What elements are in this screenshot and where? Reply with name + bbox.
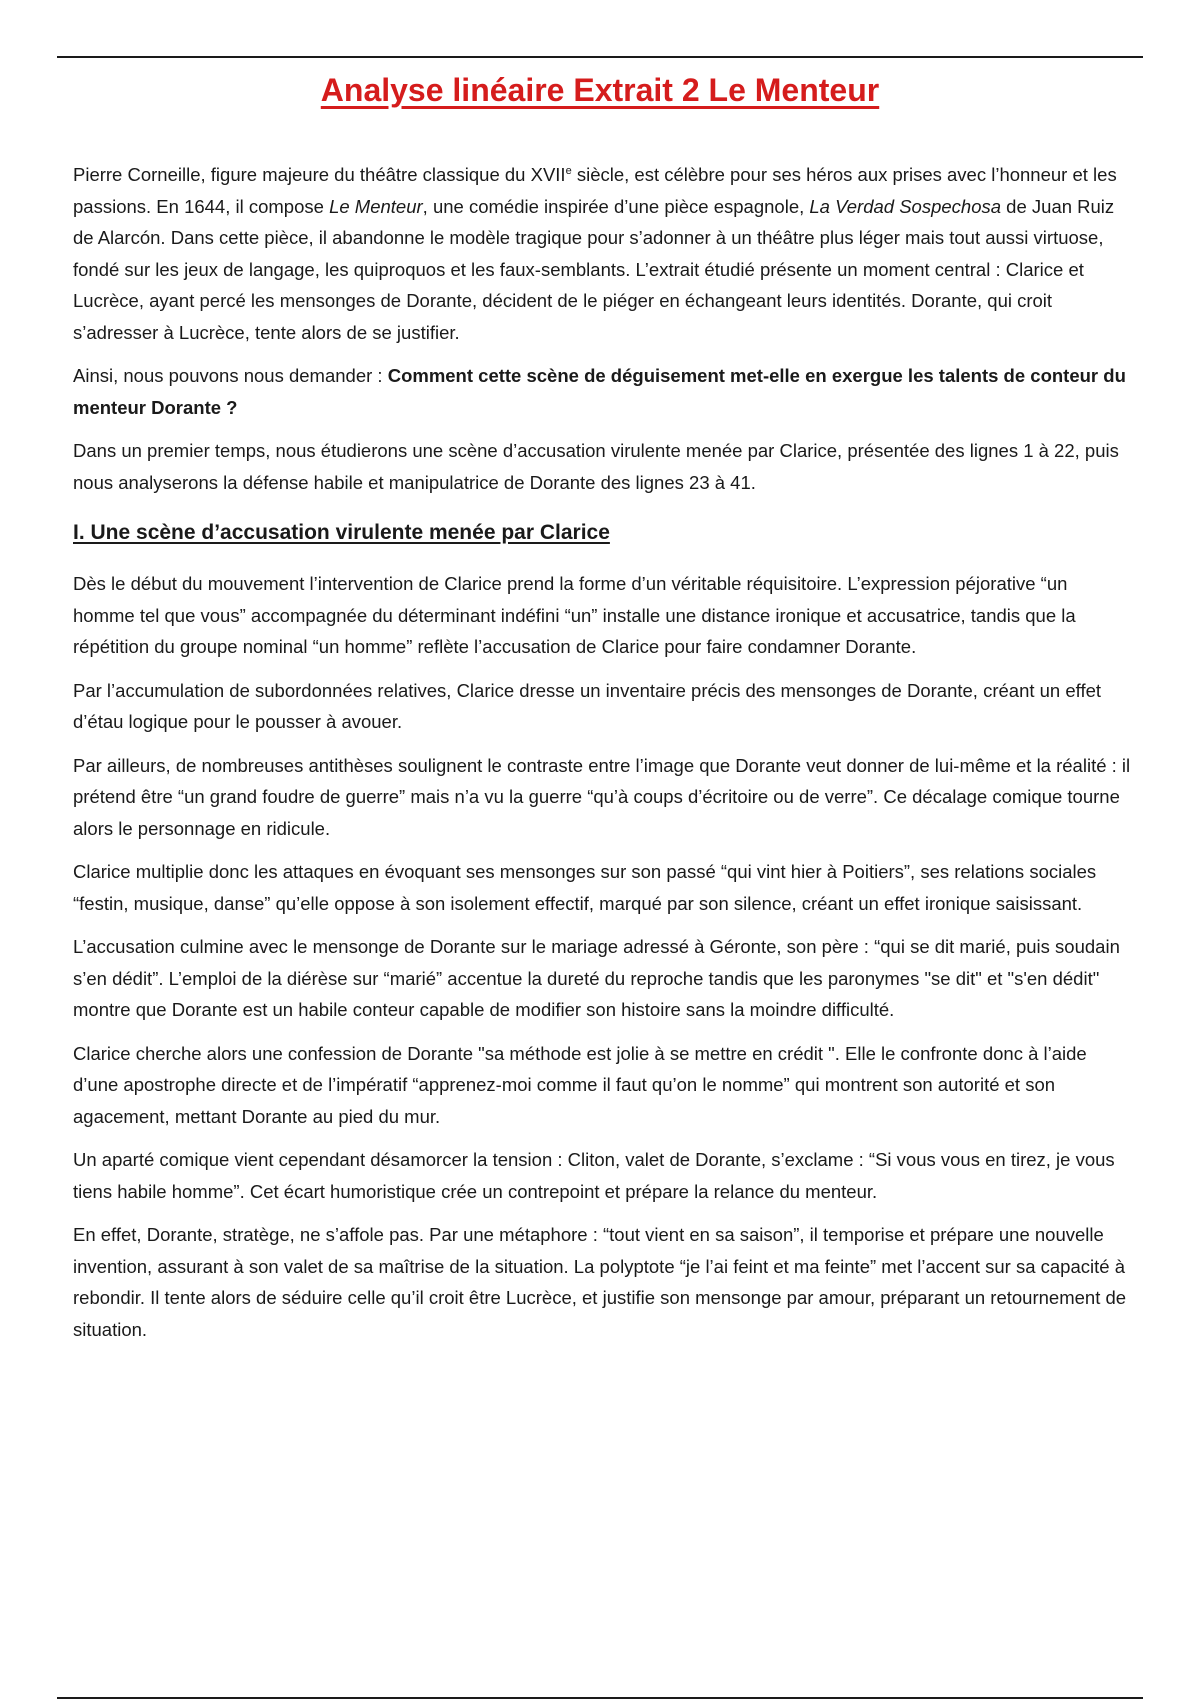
analysis-paragraph: Clarice cherche alors une confession de Dorante "sa méthode est jolie à se mettre en crédit ". Elle le confronte donc à l’aide d’une apostrophe directe et de l’impératif “apprenez-moi comme il faut qu’on le nomme” qui montrent son autorité et son agacement, mettant Dorante au pied du mur. xyxy=(73,1042,1087,1127)
intro-text: siècle, est célèbre pour ses héros aux prises avec l’honneur et les passions. En 1644, il compose xyxy=(73,164,1117,217)
section-heading: I. Une scène d’accusation virulente menée par Clarice xyxy=(73,521,610,545)
analysis-paragraph: Dès le début du mouvement l’intervention de Clarice prend la forme d’un véritable réquisitoire. L’expression péjorative “un homme tel que vous” accompagnée du déterminant indéfini “un” installe une distance ironique et accusatrice, tandis que la répétition du groupe nominal “un homme” reflète l’accusation de Clarice pour faire condamner Dorante. xyxy=(73,573,1076,658)
intro-paragraph xyxy=(73,156,1133,348)
analysis-paragraph: L’accusation culmine avec le mensonge de Dorante sur le mariage adressé à Géronte, son père : “qui se dit marié, puis soudain s’en dédit”. L’emploi de la diérèse sur “marié” accentue la dureté du reproche tandis que les paronymes "se dit" et "s'en dédit" montre que Dorante est un habile conteur capable de modifier son histoire sans la moindre difficulté. xyxy=(73,936,1120,1021)
problematic-lead: Ainsi, nous pouvons nous demander : xyxy=(73,365,388,387)
problematic-question: Comment cette scène de déguisement met-elle en exergue les talents de conteur du menteur Dorante ? xyxy=(73,365,1126,418)
intro-text: , une comédie inspirée d’une pièce espagnole, xyxy=(422,195,810,217)
top-rule xyxy=(57,56,1143,58)
analysis-paragraph: Par ailleurs, de nombreuses antithèses soulignent le contraste entre l’image que Dorante veut donner de lui-même et la réalité : il prétend être “un grand foudre de guerre” mais n’a vu la guerre “qu’à coups d’écritoire ou de verre”. Ce décalage comique tourne alors le personnage en ridicule. xyxy=(73,754,1131,839)
superscript: e xyxy=(565,165,572,177)
bottom-rule xyxy=(57,1697,1143,1699)
page-title: Analyse linéaire Extrait 2 Le Menteur xyxy=(320,72,880,108)
intro-text: Pierre Corneille, figure majeure du théâtre classique du XVII xyxy=(73,164,566,186)
problematic-paragraph xyxy=(73,360,1133,423)
document-body xyxy=(73,156,1133,1357)
intro-text: de Juan Ruiz de Alarcón. Dans cette pièce, il abandonne le modèle tragique pour s’adonner à un théâtre plus léger mais tout aussi virtuose, fondé sur les jeux de langage, les quiproquos et les faux-semblants. L’extrait étudié présente un moment central : Clarice et Lucrèce, ayant percé les mensonges de Dorante, décident de le piéger en échangeant leurs identités. Dorante, qui croit s’adresser à Lucrèce, tente alors de se justifier. xyxy=(73,195,1115,343)
work-title: Le Menteur xyxy=(329,195,423,217)
analysis-paragraph: En effet, Dorante, stratège, ne s’affole pas. Par une métaphore : “tout vient en sa saison”, il temporise et prépare une nouvelle invention, assurant à son valet de sa maîtrise de la situation. La polyptote “je l’ai feint et ma feinte” met l’accent sur sa capacité à rebondir. Il tente alors de séduire celle qu’il croit être Lucrèce, et justifie son mensonge par amour, préparant un retournement de situation. xyxy=(73,1224,1127,1340)
plan-paragraph: Dans un premier temps, nous étudierons une scène d’accusation virulente menée par Clarice, présentée des lignes 1 à 22, puis nous analyserons la défense habile et manipulatrice de Dorante des lignes 23 à 41. xyxy=(73,440,1119,493)
analysis-paragraph: Un aparté comique vient cependant désamorcer la tension : Cliton, valet de Dorante, s’exclame : “Si vous vous en tirez, je vous tiens habile homme”. Cet écart humoristique crée un contrepoint et prépare la relance du menteur. xyxy=(73,1149,1115,1202)
analysis-paragraph: Par l’accumulation de subordonnées relatives, Clarice dresse un inventaire précis des mensonges de Dorante, créant un effet d’étau logique pour le pousser à avouer. xyxy=(73,679,1102,733)
source-title: La Verdad Sospechosa xyxy=(809,195,1002,217)
analysis-paragraph: Clarice multiplie donc les attaques en évoquant ses mensonges sur son passé “qui vint hier à Poitiers”, ses relations sociales “festin, musique, danse” qu’elle oppose à son isolement effectif, marqué par son silence, créant un effet ironique saisissant. xyxy=(73,861,1097,914)
